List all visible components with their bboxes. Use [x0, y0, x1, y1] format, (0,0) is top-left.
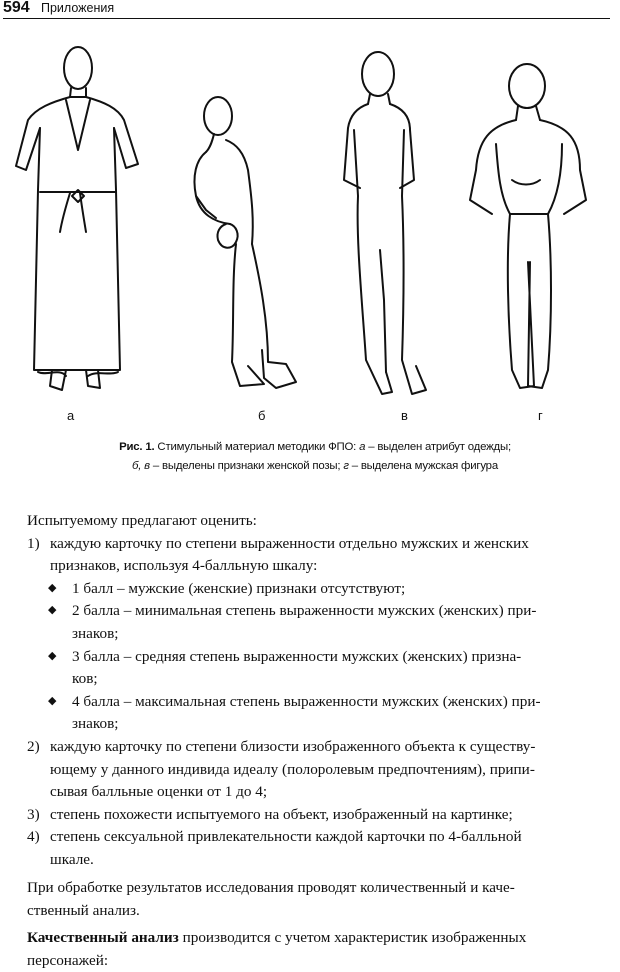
- paragraph-2-line2: ственный анализ.: [27, 901, 140, 919]
- paragraph-3-text: производится с учетом характеристик изображенных: [178, 929, 527, 946]
- caption-b: б, в: [132, 460, 150, 472]
- caption-b-text: – выделены признаки женской позы;: [149, 460, 344, 472]
- section-title: Приложения: [41, 1, 115, 15]
- item-text-line: степень похожести испытуемого на объект, изображенный на картинке;: [50, 805, 513, 823]
- figure-g-male-back: [470, 64, 586, 388]
- item-number: 1): [27, 534, 40, 552]
- diamond-bullet-icon: ◆: [48, 580, 57, 594]
- bullet-text-cont: ков;: [72, 670, 98, 688]
- figure-caption-line2: [20, 457, 610, 476]
- figure-label-a: а: [67, 408, 75, 423]
- item-text-line: степень сексуальной привлекательности каждой карточки по 4-балльной: [50, 828, 522, 846]
- bullet-text-cont: знаков;: [72, 715, 119, 733]
- figure-v-female-pose: [344, 52, 426, 394]
- diamond-bullet-icon: ◆: [48, 603, 57, 617]
- paragraph-2-line1: При обработке результатов исследования проводят количественный и каче-: [27, 879, 515, 896]
- caption-g-text: – выделена мужская фигура: [348, 460, 498, 472]
- caption-a-text: – выделен атрибут одежды;: [365, 441, 511, 453]
- bullet-text: 2 балла – минимальная степень выраженности мужских (женских) при-: [72, 602, 537, 620]
- caption-g: г: [343, 460, 349, 472]
- item-text-line: каждую карточку по степени выраженности отдельно мужских и женских: [50, 534, 529, 552]
- item-text-line: признаков, используя 4-балльную шкалу:: [50, 557, 318, 575]
- intro-paragraph: Испытуемому предлагают оценить:: [27, 512, 257, 529]
- figure-label-v: в: [401, 408, 408, 423]
- paragraph-3-line1: [27, 927, 610, 950]
- bullet-text-cont: знаков;: [72, 624, 119, 642]
- item-text-line: шкале.: [50, 850, 94, 868]
- figure-drawings: [0, 28, 620, 408]
- figure-b-female-pose: [194, 97, 296, 388]
- caption-text: Стимульный материал методики ФПО:: [154, 441, 360, 453]
- figure-caption-line1: [20, 438, 610, 457]
- figure-a-robed-man: [16, 47, 138, 390]
- bullet-text: 1 балл – мужские (женские) признаки отсутствуют;: [72, 579, 406, 597]
- paragraph-3-line2: персонажей:: [27, 951, 109, 969]
- item-text-line: сывая балльные оценки от 1 до 4;: [50, 783, 268, 801]
- running-header: [3, 0, 610, 19]
- item-number: 2): [27, 738, 40, 755]
- bullet-text: 4 балла – максимальная степень выраженности мужских (женских) при-: [72, 692, 541, 710]
- item-number: 3): [27, 805, 40, 823]
- diamond-bullet-icon: ◆: [48, 648, 57, 662]
- page-number: 594: [3, 0, 30, 16]
- diamond-bullet-icon: ◆: [48, 693, 57, 707]
- bold-term: Качественный анализ: [27, 929, 179, 946]
- figure-label-g: г: [538, 408, 543, 423]
- bullet-text: 3 балла – средняя степень выраженности мужских (женских) призна-: [72, 647, 522, 665]
- item-text-line: ющему у данного индивида идеалу (полоролевым предпочтениям), припи-: [50, 760, 535, 778]
- item-number: 4): [27, 828, 40, 846]
- item-text-line: каждую карточку по степени близости изображенного объекта к существу-: [50, 738, 536, 755]
- caption-a: а: [359, 441, 366, 453]
- figure-label-b: б: [258, 408, 266, 423]
- caption-label: Рис. 1.: [119, 441, 155, 453]
